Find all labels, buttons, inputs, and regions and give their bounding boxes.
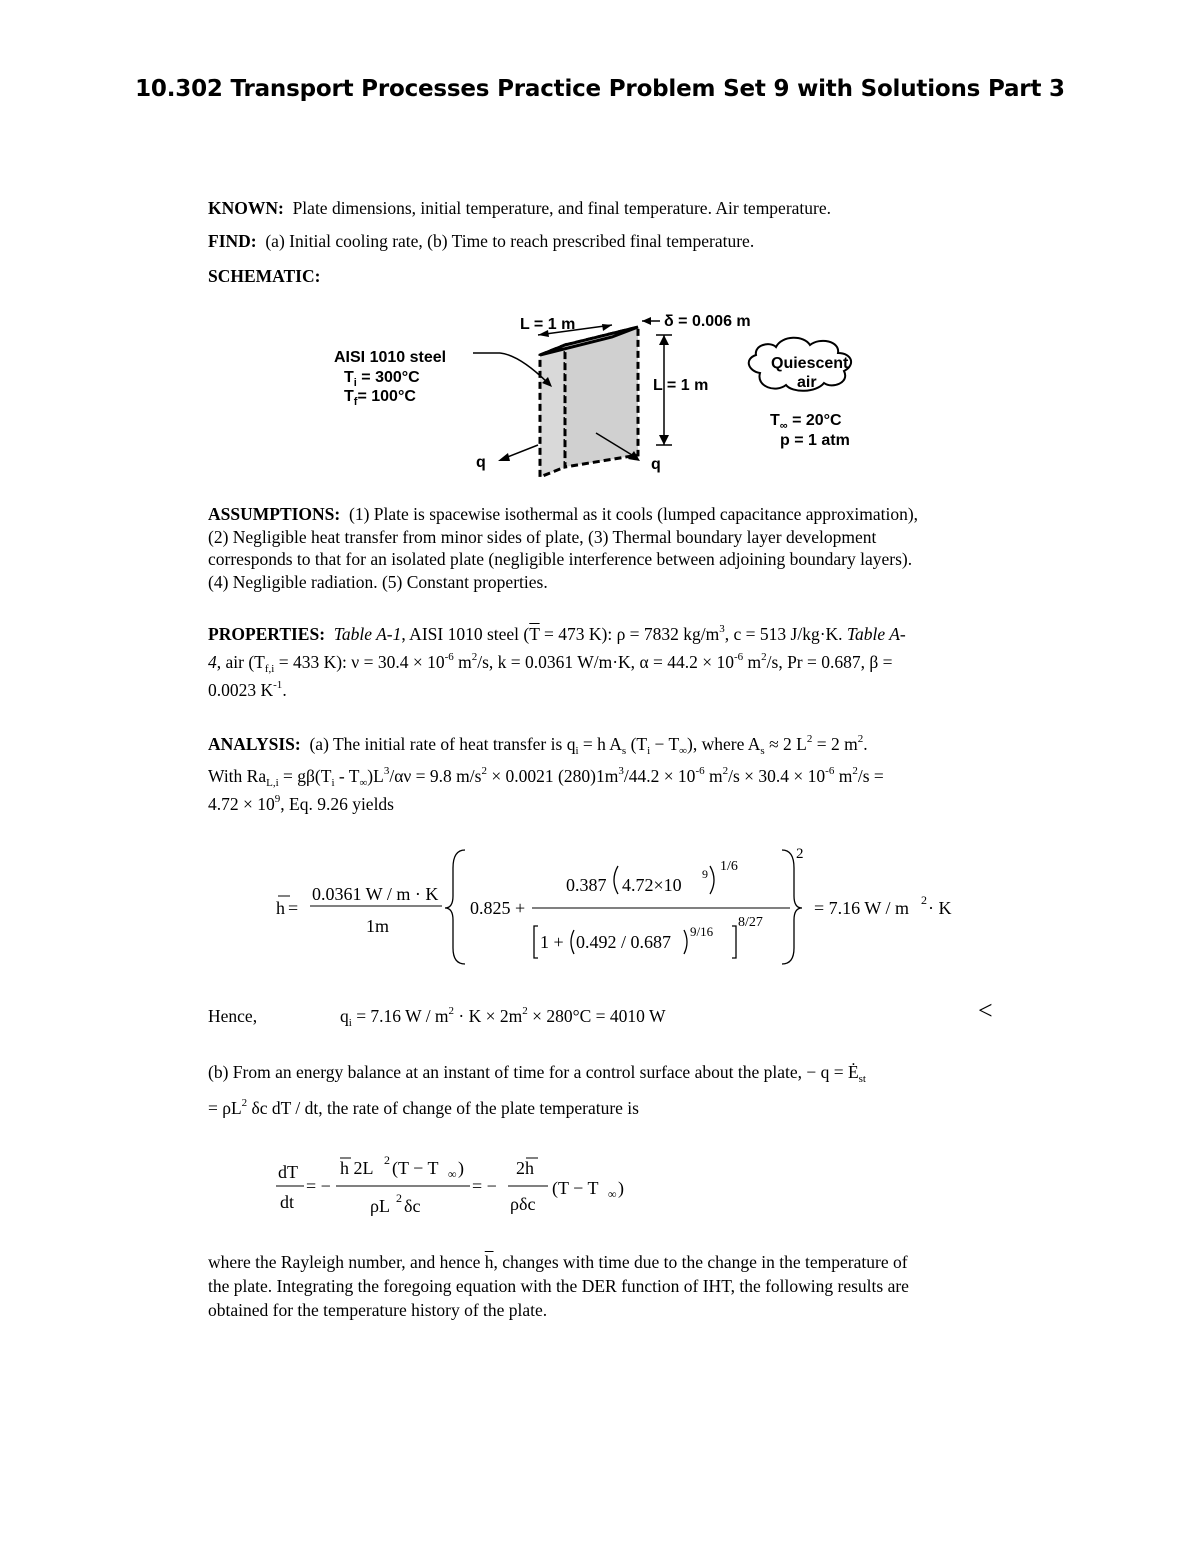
svg-text:2h: 2h xyxy=(516,1158,534,1178)
label-tinf: $T_\infty = 20^\circ C$ xyxy=(770,412,842,432)
label-thickness: δ = 0.006 m xyxy=(664,313,751,330)
find-label: FIND: xyxy=(208,231,257,251)
svg-text:8/27: 8/27 xyxy=(738,915,763,930)
label-air-line2: air xyxy=(797,374,817,391)
page-title: 10.302 Transport Processes Practice Problem Set 9 with Solutions Part 3 xyxy=(135,76,1065,102)
svg-text:ρδc: ρδc xyxy=(510,1194,536,1214)
find-line xyxy=(208,231,754,252)
svg-text:= 7.16 W / m: = 7.16 W / m xyxy=(814,898,909,918)
label-material: AISI 1010 steel xyxy=(334,349,447,366)
part-b-line1: (b) From an energy balance at an instant of time for a control surface about the plate, − $q = Ė_{st}$ xyxy=(208,1062,866,1085)
q-left-arrowhead xyxy=(498,453,510,461)
svg-text:ρL: ρL xyxy=(370,1196,390,1216)
assumptions-block xyxy=(208,503,1008,593)
svg-text:9: 9 xyxy=(702,867,708,881)
find-text: (a) Initial cooling rate, (b) Time to reach prescribed final temperature. xyxy=(265,231,755,251)
analysis-label: ANALYSIS: xyxy=(208,734,301,754)
equation-h-bar xyxy=(270,838,990,973)
svg-text:0.825 +: 0.825 + xyxy=(470,898,526,918)
svg-text:2: 2 xyxy=(384,1153,390,1167)
label-air-line1: Quiescent xyxy=(771,355,849,372)
label-length-top: L = 1 m xyxy=(520,316,576,333)
svg-text:δc: δc xyxy=(404,1196,421,1216)
svg-text:= −: = − xyxy=(472,1176,497,1196)
assumptions-line2: (2) Negligible heat transfer from minor sides of plate, (3) Thermal boundary layer development xyxy=(208,526,877,547)
svg-text:0.387: 0.387 xyxy=(566,875,607,895)
svg-text:∞: ∞ xyxy=(448,1167,457,1181)
svg-text:): ) xyxy=(458,1158,464,1178)
svg-text:= −: = − xyxy=(306,1176,331,1196)
svg-text:2: 2 xyxy=(921,893,927,907)
known-text: Plate dimensions, initial temperature, and final temperature. Air temperature. xyxy=(292,198,832,218)
assumptions-line4: (4) Negligible radiation. (5) Constant properties. xyxy=(208,571,548,592)
svg-text:1m: 1m xyxy=(366,916,390,936)
svg-text:· K: · K xyxy=(928,898,952,918)
closing-h-bar: $\overline{h}$ xyxy=(484,1252,494,1272)
plate-face xyxy=(565,327,638,467)
part-b-line2: = $\rho L^2$ δc dT / dt, the rate of change of the plate temperature is xyxy=(208,1097,639,1118)
label-tf: $T_f= 100^\circ C$ xyxy=(344,388,416,408)
analysis-block: ANALYSIS: (a) The initial rate of heat transfer is $q_i = h$ $A_s$ $(T_i - T_\infty)$, where $A_s \approx 2$ $L^2 = 2$ $m^2$. With $Ra_{L,i} = g\beta(T_i - T_\infty)L^3/\alpha\nu = 9.8$ $m/s^2 \times 0.0021$ $(280)1m^3/44.2 \times 10^{-6}$ $m^2/s \times 30.4 \times 10^{-6}$ $m^2/s$ = xyxy=(208,733,884,789)
hence-equation: $q_i = 7.16$ $W / m^2 \cdot K \times 2m^2 \times 280^\circ C = 4010$ W xyxy=(340,1005,666,1029)
label-q-right: q xyxy=(651,456,661,473)
assumptions-label: ASSUMPTIONS: xyxy=(208,504,341,524)
svg-text:2: 2 xyxy=(396,1191,402,1205)
svg-text:(T − T: (T − T xyxy=(552,1178,599,1198)
known-line xyxy=(208,198,831,219)
svg-text:h: h xyxy=(276,898,285,918)
svg-text:0.0361 W / m · K: 0.0361 W / m · K xyxy=(312,884,439,904)
svg-text:∞: ∞ xyxy=(608,1187,617,1201)
label-ti: $T_i = 300^\circ C$ xyxy=(344,369,420,389)
result-mark: < xyxy=(978,996,993,1025)
svg-text:dT: dT xyxy=(278,1162,298,1182)
svg-text:=: = xyxy=(288,898,299,918)
assumptions-line1: (1) Plate is spacewise isothermal as it cools (lumped capacitance approximation), xyxy=(349,504,919,524)
svg-text:4.72×10: 4.72×10 xyxy=(622,875,682,895)
label-pressure: p = 1 atm xyxy=(780,432,850,449)
svg-text:1/6: 1/6 xyxy=(720,859,738,874)
assumptions-line3: corresponds to that for an isolated plate (negligible interference between adjoining boundary layers). xyxy=(208,549,913,569)
label-length-side: L = 1 m xyxy=(653,377,709,394)
schematic-line xyxy=(208,266,320,287)
svg-text:dt: dt xyxy=(280,1192,295,1212)
label-q-left: q xyxy=(476,454,486,471)
schematic-diagram xyxy=(320,305,910,485)
svg-text:2: 2 xyxy=(796,846,804,862)
hence-label: Hence, xyxy=(208,1006,258,1026)
analysis-ra-line2: $4.72 \times 10^9$, Eq. 9.26 yields xyxy=(208,793,394,814)
svg-text:1 +: 1 + xyxy=(540,932,564,952)
schematic-label: SCHEMATIC: xyxy=(208,266,321,286)
known-label: KNOWN: xyxy=(208,198,284,218)
svg-text:9/16: 9/16 xyxy=(690,924,714,939)
svg-text:): ) xyxy=(618,1178,624,1198)
svg-text:h 2L: h 2L xyxy=(340,1158,374,1178)
equation-dT-dt xyxy=(270,1150,670,1230)
plate-edge xyxy=(540,345,565,477)
svg-text:0.492 / 0.687: 0.492 / 0.687 xyxy=(576,932,672,952)
closing-block: where the Rayleigh number, and hence $\overline{h}$, changes with time due to the change in the temperature of the plate. Integrating the foregoing equation with the DER function of IHT, the following results are obtained for the temperature history of the plate. xyxy=(208,1252,909,1320)
svg-text:(T − T: (T − T xyxy=(392,1158,439,1178)
properties-label: PROPERTIES: xyxy=(208,624,326,644)
properties-block: PROPERTIES: Table A-1, AISI 1010 steel ($\overline{T} = 473$ K): ρ = 7832 $kg/m^3$, c = 513 J/kg·K. Table A- 4, air ($T_{f,i} = 433$ K): $\nu = 30.4 \times 10^{-6}$ $m^2/s$, k = 0.0361 W/m·K, $\alpha = 44.2 \times 10^{-6}$ $m^2/s$, Pr = 0.687, β = 0.0023 $K^{-1}$. xyxy=(208,623,906,700)
